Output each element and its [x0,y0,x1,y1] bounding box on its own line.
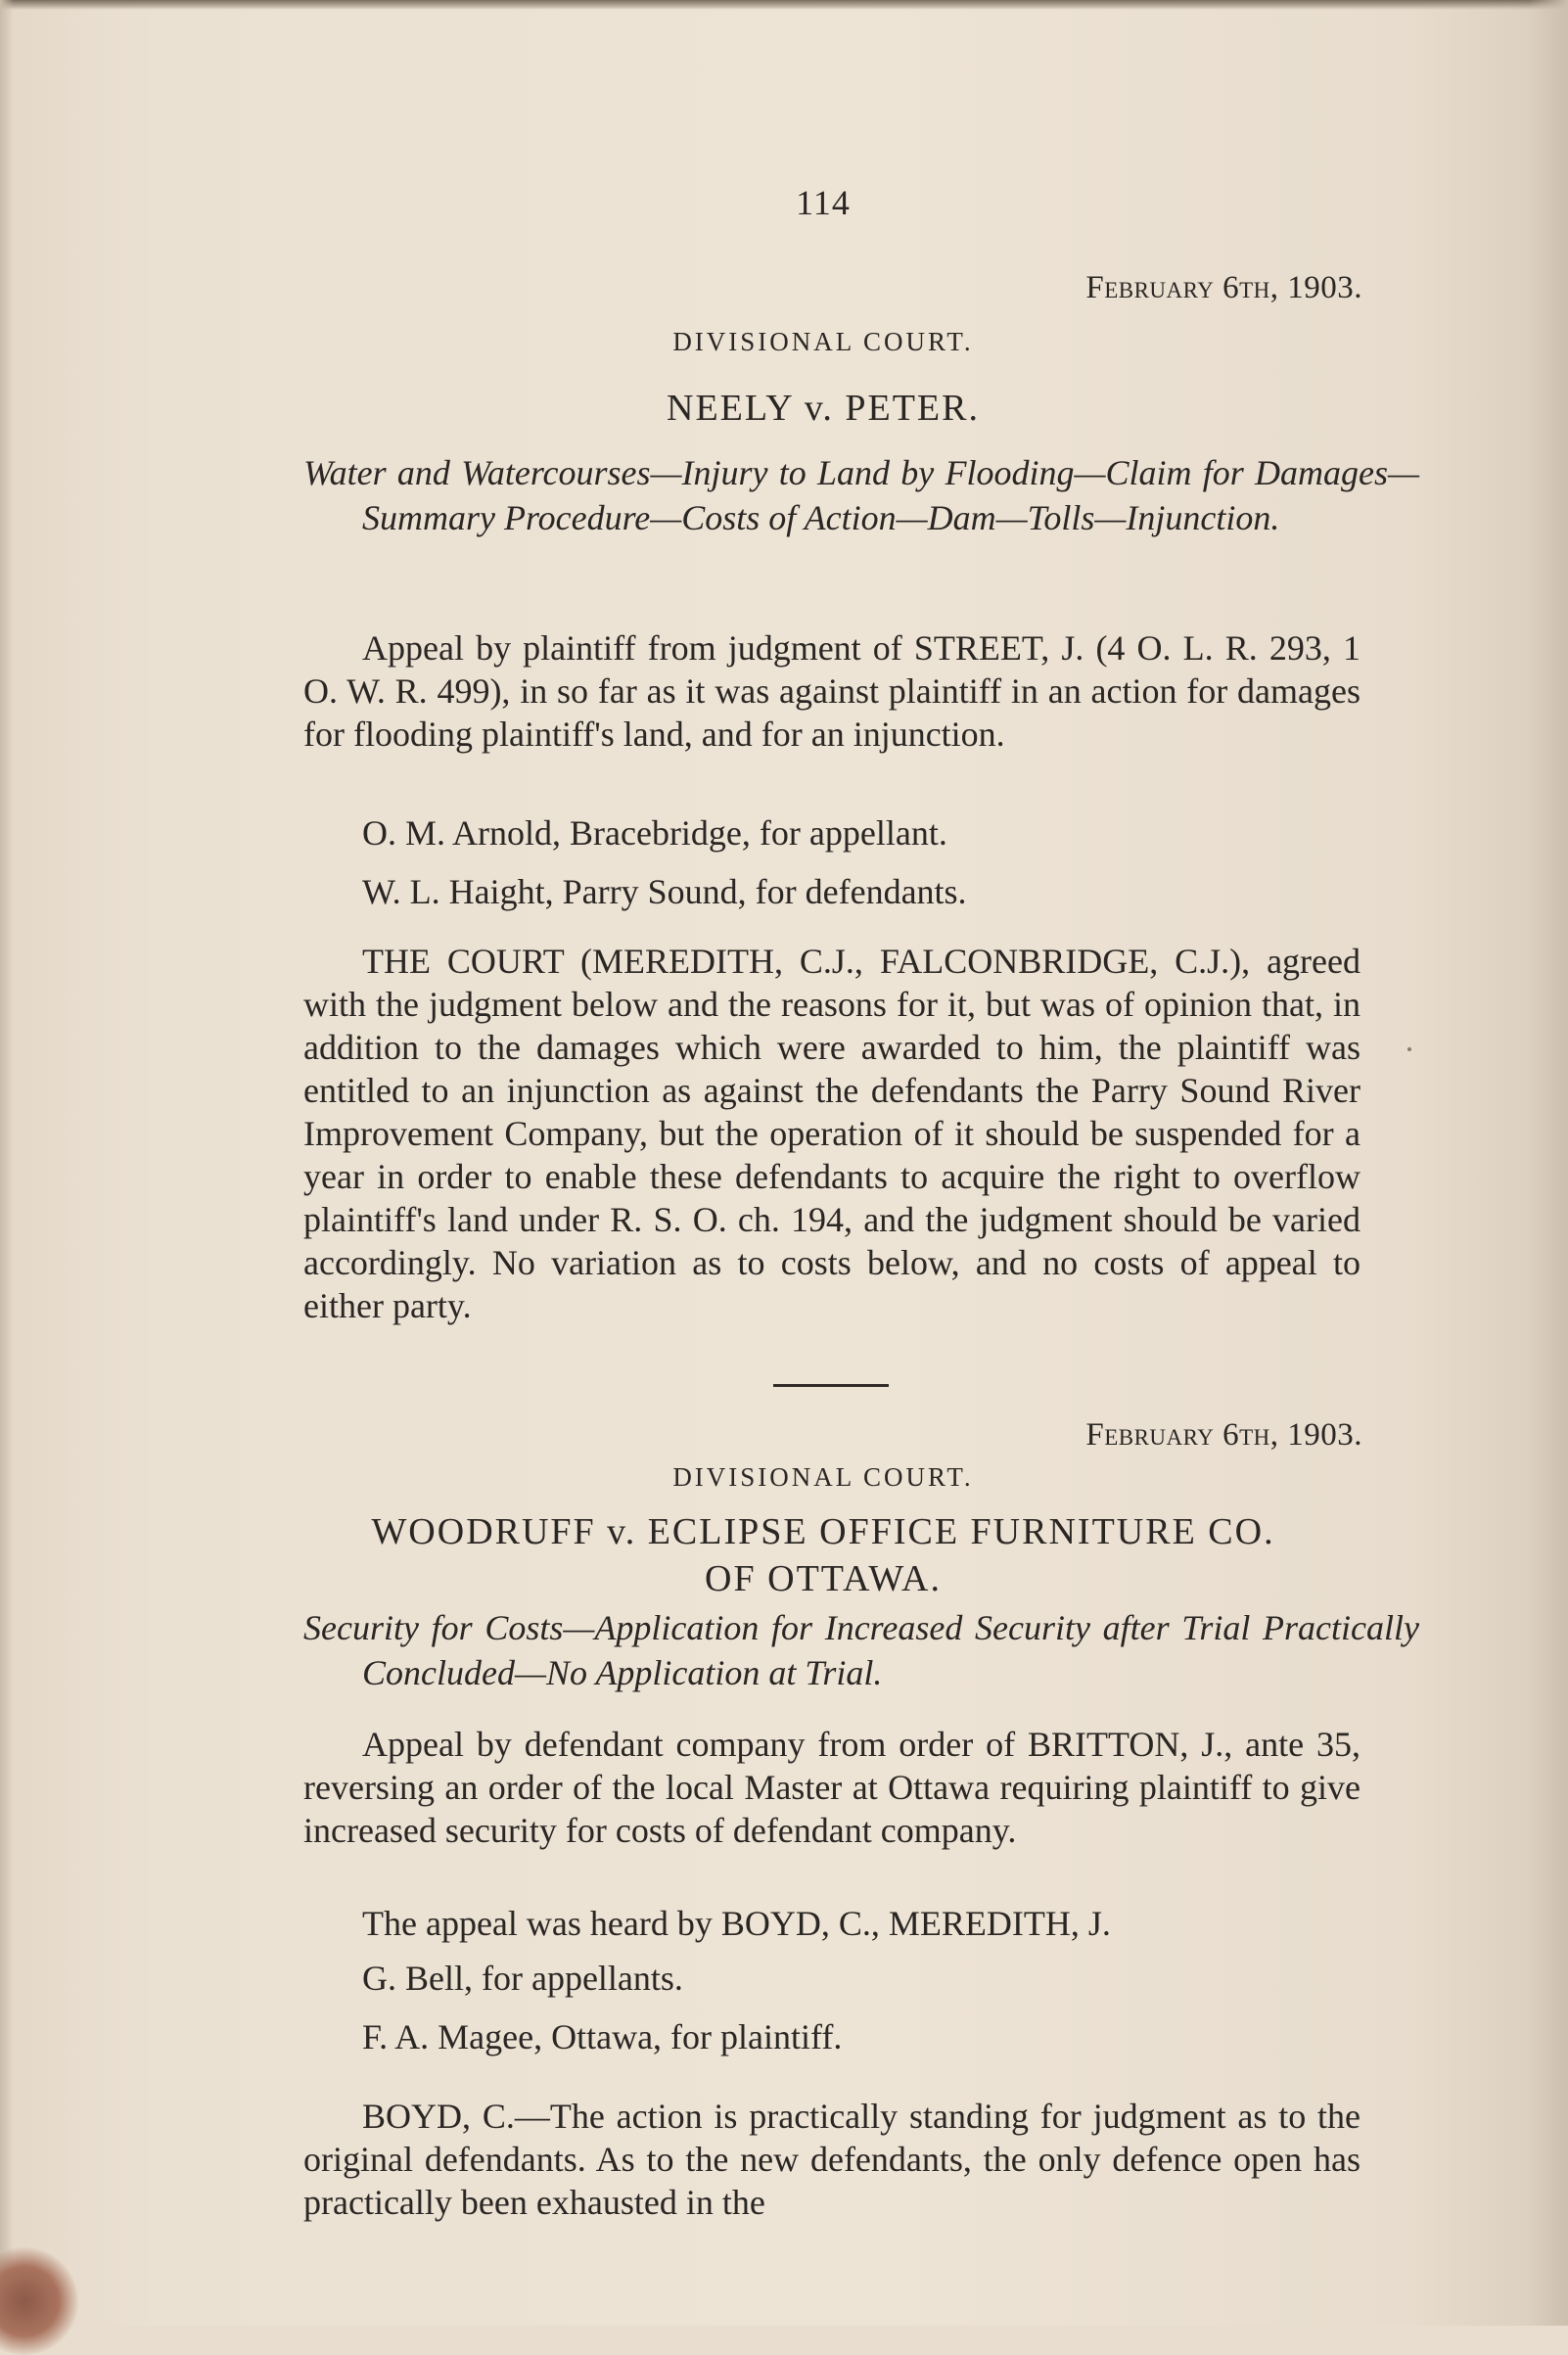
case2-judgment-paragraph: BOYD, C.—The action is practically standing for judgment as to the original defendants. As to the new defendants, the only defence open has practically been exhausted in the [303,2097,1360,2222]
case1-counsel-defendants: W. L. Haight, Parry Sound, for defendants. [362,872,967,911]
case1-title: NEELY v. PETER. [667,388,980,429]
case1-headnote: Water and Watercourses—Injury to Land by Flooding—Claim for Damages—Summary Procedure—Costs of Action—Dam—Tolls—Injunction. [303,453,1419,537]
case2-title-line1: WOODRUFF v. ECLIPSE OFFICE FURNITURE CO. [371,1511,1275,1552]
case2-title-line2: OF OTTAWA. [705,1558,942,1599]
paper-speck [1407,1047,1411,1051]
page-top-edge [0,0,1568,10]
section-divider [773,1384,889,1387]
case1-judgment-paragraph: THE COURT (MEREDITH, C.J., FALCONBRIDGE, C.J.), agreed with the judgment below and the reasons for it, but was of opinion that, in addition to the damages which were awarded to him, the plaintiff was entitled to an injunction as against the defendants the Parry Sound River Improvement Company, but the operation of it should be suspended for a year in order to enable these defendants to acquire the right to overflow plaintiff's land under R. S. O. ch. 194, and the judgment should be varied accordingly. No variation as to costs below, and no costs of appeal to either party. [303,942,1360,1325]
case2-heard-by: The appeal was heard by BOYD, C., MEREDITH, J. [362,1904,1111,1943]
case2-court: DIVISIONAL COURT. [672,1462,974,1492]
case2-counsel-plaintiff: F. A. Magee, Ottawa, for plaintiff. [362,2017,843,2056]
case2-counsel-appellants: G. Bell, for appellants. [362,1959,683,1998]
case2-appeal-paragraph: Appeal by defendant company from order of BRITTON, J., ante 35, reversing an order of the local Master at Ottawa requiring plaintiff to give increased security for costs of defendant company. [303,1725,1360,1850]
case1-appeal-paragraph: Appeal by plaintiff from judgment of STREET, J. (4 O. L. R. 293, 1 O. W. R. 499), in so far as it was against plaintiff in an action for damages for flooding plaintiff's land, and for an injunction. [303,628,1360,754]
case2-headnote: Security for Costs—Application for Increased Security after Trial Practically Concluded—No Application at Trial. [303,1608,1419,1692]
thumb-shadow [0,2247,78,2355]
case1-court: DIVISIONAL COURT. [672,327,974,356]
case1-counsel-appellant: O. M. Arnold, Bracebridge, for appellant. [362,813,947,853]
case1-date: February 6th, 1903. [1085,270,1362,305]
page-number: 114 [796,183,851,222]
case2-date: February 6th, 1903. [1085,1417,1362,1453]
